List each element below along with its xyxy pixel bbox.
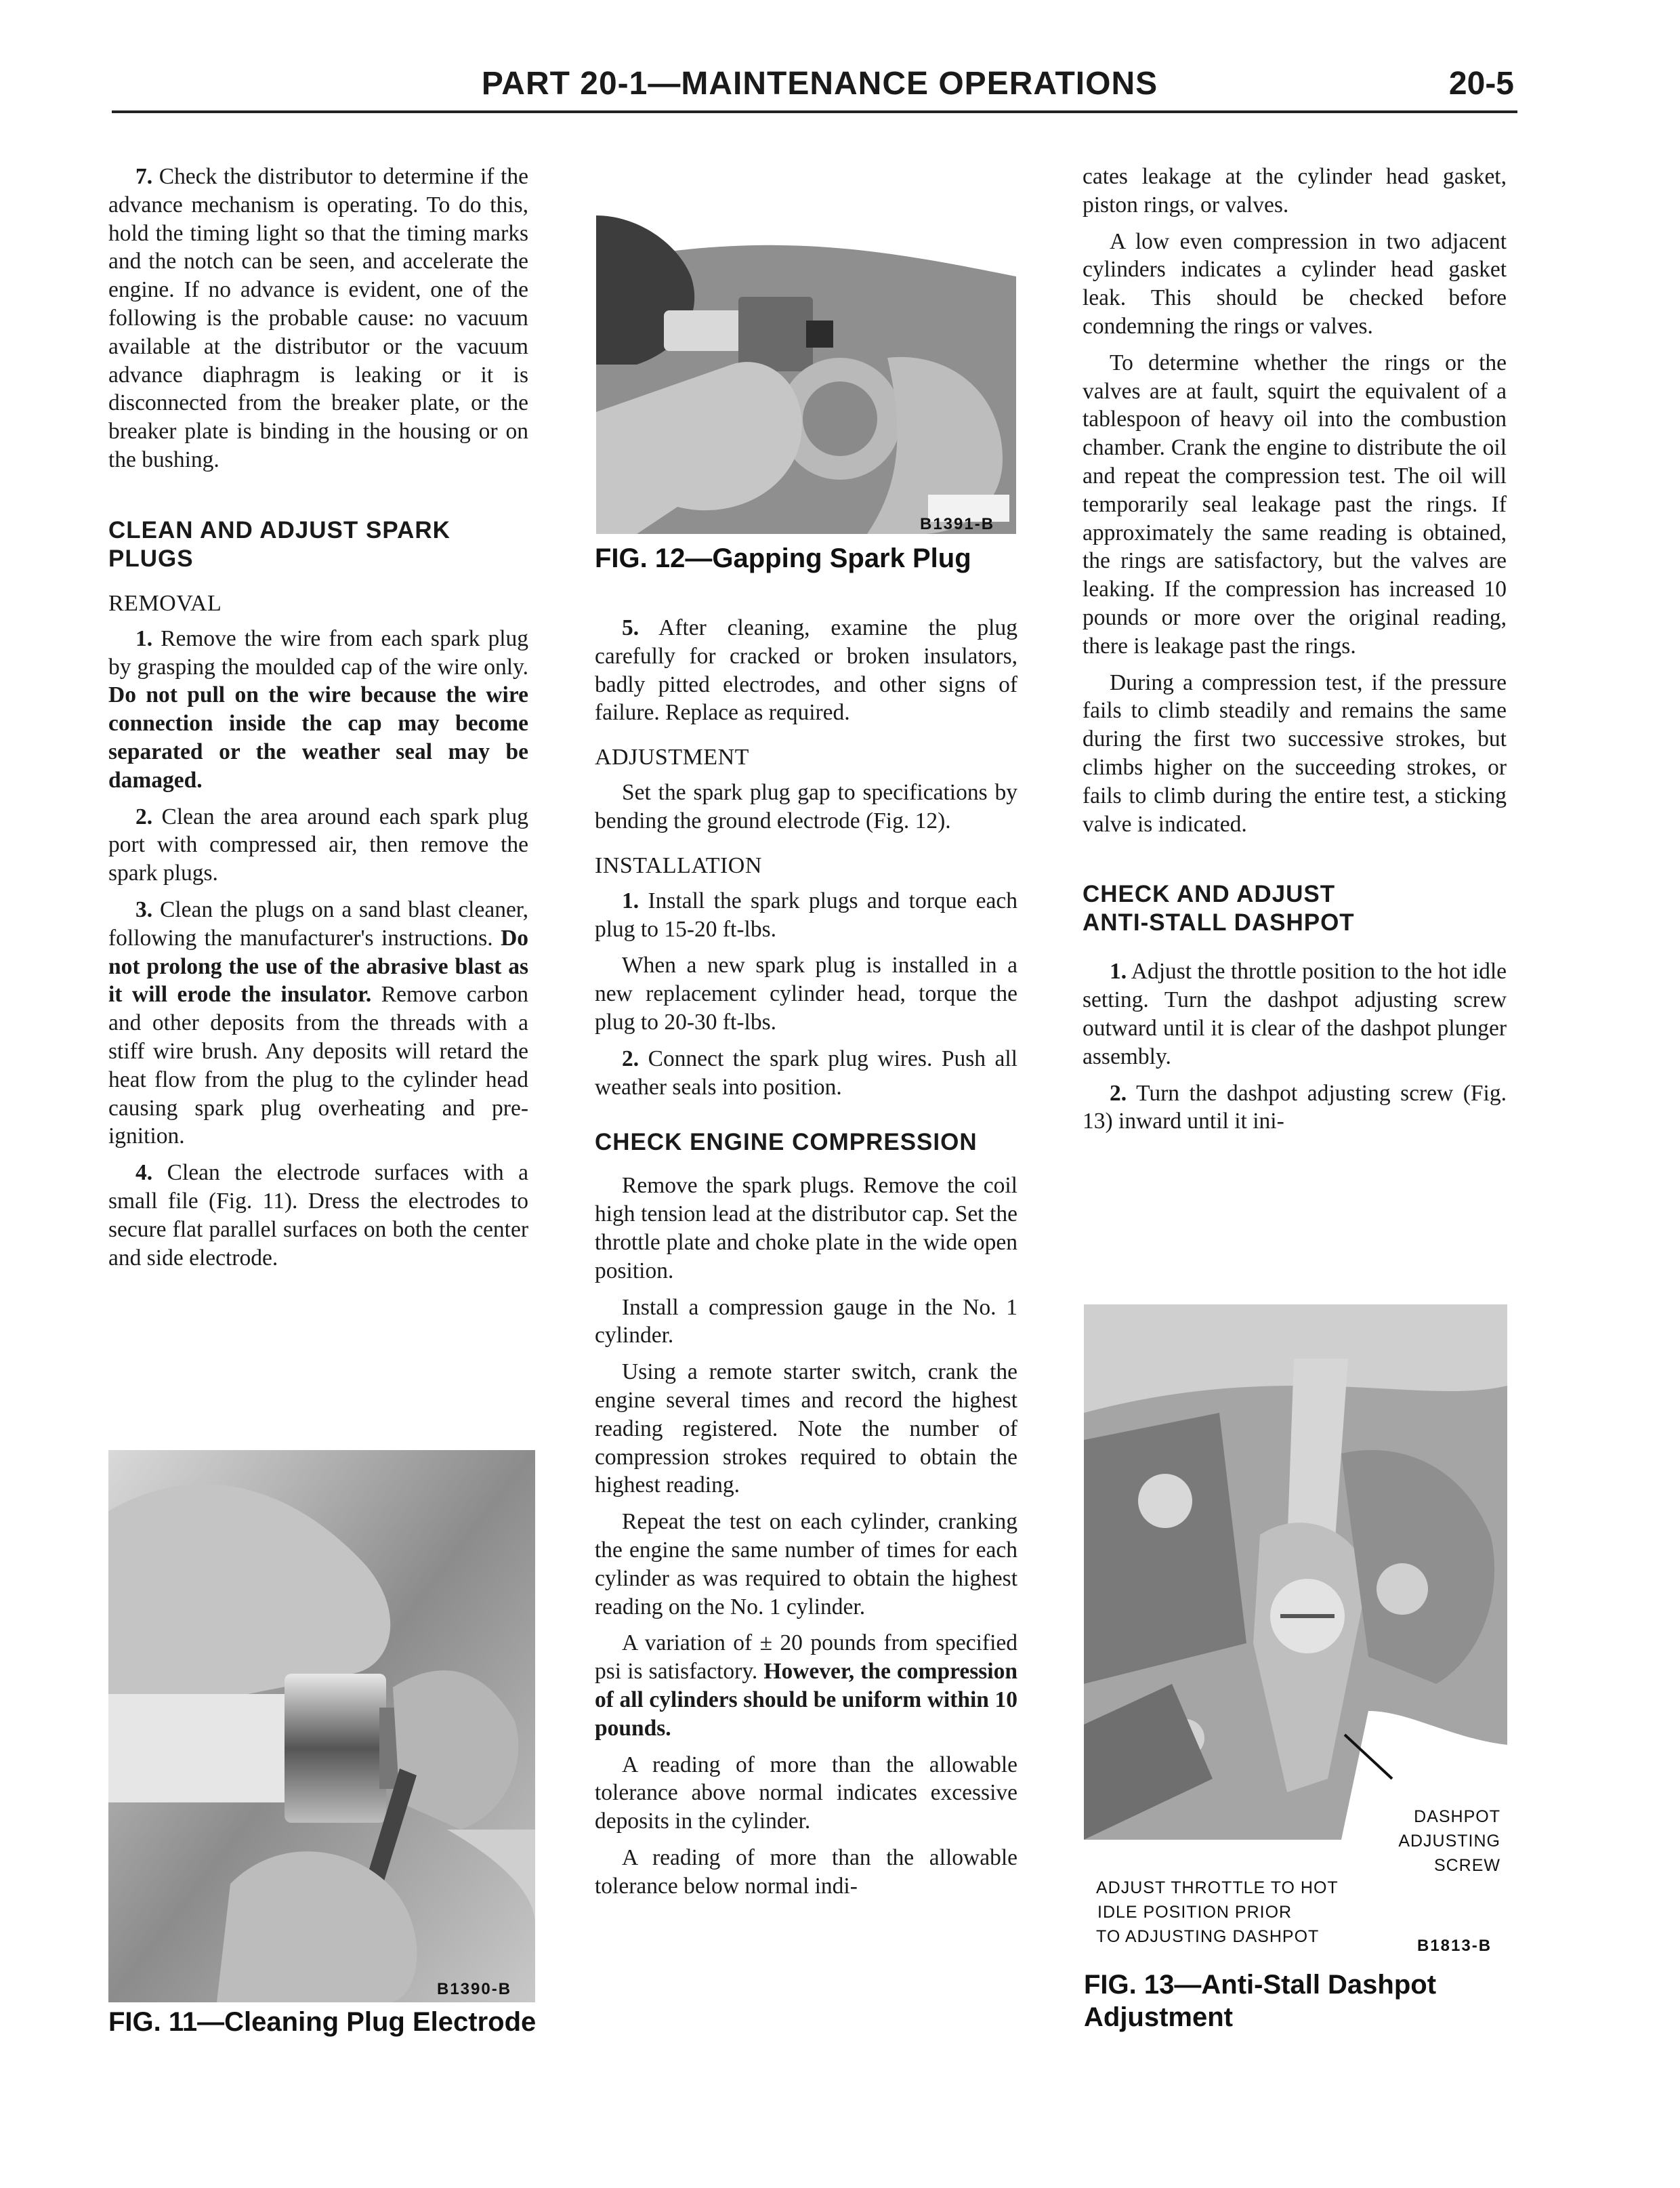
header-title: PART 20-1—MAINTENANCE OPERATIONS <box>481 66 1158 102</box>
header-rule <box>112 110 1517 113</box>
paragraph-rings-or-valves: To determine whether the rings or the valves are at fault, squirt the equivalent of a tablespoon of heavy oil into the combustion chamber. Crank the engine to distribute the oil and repeat the compression test. The oil will temporarily seal leakage past the rings. If approximately the same reading is obtained, the rings are satisfactory, but the valves are leaking. If the compression has increased 10 pounds or more over the original reading, there is leakage past the rings. <box>1083 350 1507 659</box>
column-2 <box>595 542 1017 1908</box>
paragraph-install-note: When a new spark plug is installed in a new replacement cylinder head, torque the plug to 20-30 ft-lbs. <box>595 953 1017 1035</box>
paragraph-removal-step-3: 3. Clean the plugs on a sand blast cleaner, following the manufacturer's instructions. Do not prolong the use of the abrasive blast as it will erode the insulator. Remove carbon and other deposits from the threads with a stiff wire brush. Any deposits will retard the heat flow from the plug to the cylinder head causing spark plug overheating and pre-ignition. <box>108 896 529 1149</box>
figure-11-photo <box>108 1450 535 2002</box>
figure-13-label-dashpot <box>1338 1804 1500 1878</box>
paragraph-compression-1: Remove the spark plugs. Remove the coil high tension lead at the distributor cap. Set the throttle plate and choke plate in the wide open position. <box>595 1173 1017 1283</box>
note-line-2: IDLE POSITION PRIOR <box>1097 1903 1293 1922</box>
paragraph-continued: cates leakage at the cylinder head gasket, piston rings, or valves. <box>1083 164 1507 218</box>
paragraph-install-step-2: 2. Connect the spark plug wires. Push all weather seals into position. <box>595 1046 1017 1100</box>
paragraph-compression-6: A reading of more than the allowable tolerance above normal indicates excessive deposits in the cylinder. <box>595 1752 1017 1834</box>
label-adjusting-screw: ADJUSTING SCREW <box>1398 1832 1500 1875</box>
paragraph-removal-step-1: 1. Remove the wire from each spark plug by grasping the moulded cap of the wire only. Do not pull on the wire because the wire connection inside the cap may become separated or the weather seal may be damaged. <box>108 625 529 793</box>
spark-plug-file-illustration <box>108 1450 535 2002</box>
figure-11-caption: FIG. 11—Cleaning Plug Electrode <box>108 2007 537 2037</box>
paragraph-compression-2: Install a compression gauge in the No. 1 cylinder. <box>595 1294 1017 1348</box>
paragraph-step-7: 7. Check the distributor to determine if the advance mechanism is operating. To do this, hold the timing light so that the timing marks and the notch can be seen, and accelerate the engine. If no advance is evident, one of the following is the probable cause: no vacuum available at the distributor or the vacuum advance diaphragm is leaking or it is disconnected from the breaker plate, or the breaker plate is binding in the housing or on the bushing. <box>108 164 529 472</box>
figure-13-caption-line-1: FIG. 13—Anti-Stall Dashpot <box>1084 1970 1437 2000</box>
paragraph-compression-5: A variation of ± 20 pounds from specified psi is satisfactory. However, the compression of all cylinders should be uniform within 10 pounds. <box>595 1630 1017 1741</box>
figure-13-code: B1813-B <box>1417 1937 1492 1955</box>
section-heading-compression: CHECK ENGINE COMPRESSION <box>595 1129 978 1156</box>
paragraph-adjustment: Set the spark plug gap to specifications by bending the ground electrode (Fig. 12). <box>595 780 1017 833</box>
spark-plug-gap-gauge-illustration <box>596 188 1016 534</box>
note-line-3: TO ADJUSTING DASHPOT <box>1096 1927 1320 1946</box>
section-heading-spark-plugs: CLEAN AND ADJUST SPARK PLUGS <box>108 516 450 572</box>
subheading-installation: INSTALLATION <box>595 852 762 878</box>
paragraph-compression-4: Repeat the test on each cylinder, cranking the engine the same number of times for each cylinder as was required to obtain the highest reading on the No. 1 cylinder. <box>595 1509 1017 1619</box>
paragraph-removal-step-4: 4. Clean the electrode surfaces with a small file (Fig. 11). Dress the electrodes to secure flat parallel surfaces on both the center and side electrode. <box>108 1160 528 1271</box>
label-dashpot: DASHPOT <box>1414 1807 1500 1826</box>
paragraph-dashpot-step-2: 2. Turn the dashpot adjusting screw (Fig. 13) inward until it ini- <box>1083 1080 1507 1134</box>
page-number: 20-5 <box>1448 66 1514 102</box>
paragraph-removal-step-2: 2. Clean the area around each spark plug port with compressed air, then remove the spark plugs. <box>108 804 528 886</box>
figure-12-caption: FIG. 12—Gapping Spark Plug <box>595 543 971 573</box>
paragraph-head-gasket: A low even compression in two adjacent cylinders indicates a cylinder head gasket leak. This should be checked before condemning the rings or valves. <box>1083 228 1507 339</box>
paragraph-dashpot-step-1: 1. Adjust the throttle position to the hot idle setting. Turn the dashpot adjusting screw outward until it is clear of the dashpot plunger assembly. <box>1083 959 1507 1069</box>
paragraph-step-5: 5. After cleaning, examine the plug carefully for cracked or broken insulators, badly pitted electrodes, and other signs of failure. Replace as required. <box>595 615 1017 726</box>
subheading-removal: REMOVAL <box>108 590 222 616</box>
figure-13-note <box>1096 1876 1367 1949</box>
paragraph-compression-7: A reading of more than the allowable tolerance below normal indi- <box>595 1844 1017 1899</box>
figure-12-photo <box>596 188 1016 534</box>
paragraph-sticking-valve: During a compression test, if the pressure fails to climb steadily and remains the same during the first two successive strokes, but climbs higher on the succeeding strokes, or fails to climb during the entire test, a sticking valve is indicated. <box>1083 669 1507 837</box>
subheading-adjustment: ADJUSTMENT <box>595 745 749 770</box>
section-heading-dashpot: CHECK AND ADJUST ANTI-STALL DASHPOT <box>1083 881 1355 936</box>
dashpot-carburetor-illustration <box>1084 1304 1507 1840</box>
figure-13-caption-line-2: Adjustment <box>1084 2002 1233 2032</box>
paragraph-compression-3: Using a remote starter switch, crank the engine several times and record the highest reading registered. Note the number of compression strokes required to obtain the highest reading. <box>595 1359 1017 1498</box>
figure-12-code: B1391-B <box>920 515 995 533</box>
column-3 <box>1083 163 1507 1144</box>
figure-13-photo <box>1084 1304 1507 1840</box>
figure-11-code: B1390-B <box>437 1980 512 1998</box>
note-line-1: ADJUST THROTTLE TO HOT <box>1096 1878 1339 1897</box>
figure-13-caption <box>1084 1968 1517 2034</box>
column-1 <box>108 163 528 1280</box>
page-header <box>112 62 1528 110</box>
paragraph-install-step-1: 1. Install the spark plugs and torque each plug to 15-20 ft-lbs. <box>595 888 1018 942</box>
